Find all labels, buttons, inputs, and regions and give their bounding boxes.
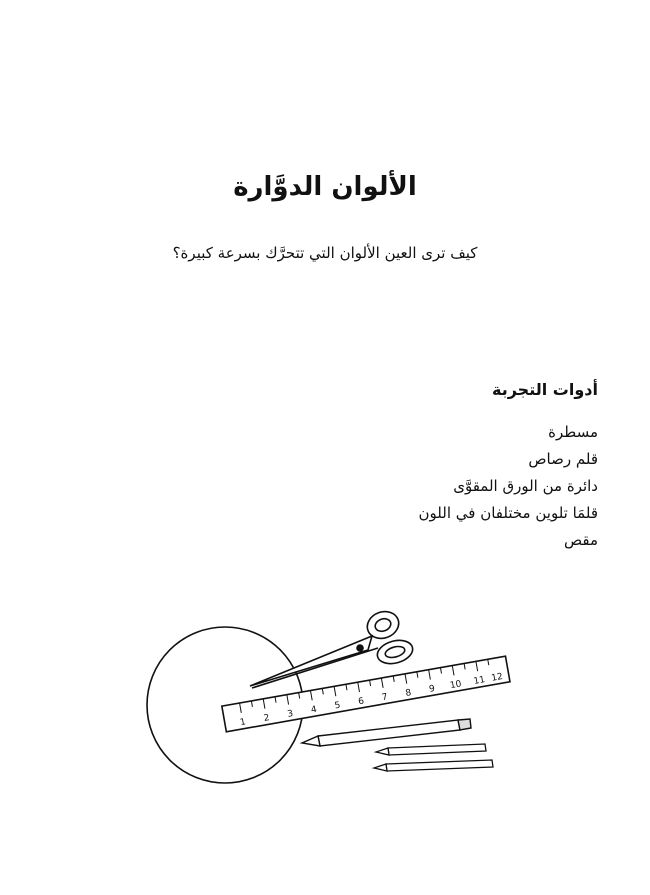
material-item-ruler: مسطرة — [548, 423, 598, 441]
colored-pencil-icon — [374, 760, 493, 771]
material-item-colored-pencils: قلمَا تلوين مختلفان في اللون — [418, 504, 598, 522]
page-title: الألوان الدوَّارة — [233, 172, 417, 202]
material-item-cardboard-circle: دائرة من الورق المقوَّى — [453, 477, 598, 495]
ruler-number: 11 — [472, 675, 486, 687]
ruler-number: 5 — [333, 700, 342, 712]
ruler-number: 4 — [310, 704, 318, 716]
materials-list — [258, 419, 598, 554]
ruler-number: 12 — [490, 672, 504, 684]
materials-heading: أدوات التجربة — [492, 380, 598, 399]
ruler-number: 1 — [239, 717, 247, 729]
materials-section — [258, 380, 598, 554]
ruler-number: 10 — [449, 679, 463, 692]
ruler-number: 3 — [286, 708, 295, 720]
colored-pencil-icon — [376, 744, 486, 755]
pencil-icon — [302, 719, 471, 746]
material-item-pencil: قلم رصاص — [528, 450, 598, 468]
materials-illustration — [140, 600, 520, 800]
ruler-number: 8 — [404, 688, 413, 699]
ruler-number: 2 — [262, 713, 271, 724]
ruler-number: 9 — [428, 683, 436, 695]
ruler-number: 6 — [357, 696, 365, 708]
material-item-scissors: مقص — [564, 531, 598, 549]
ruler-number: 7 — [381, 692, 389, 704]
page-subtitle: كيف ترى العين الألوان التي تتحرَّك بسرعة كبيرة؟ — [172, 244, 478, 262]
